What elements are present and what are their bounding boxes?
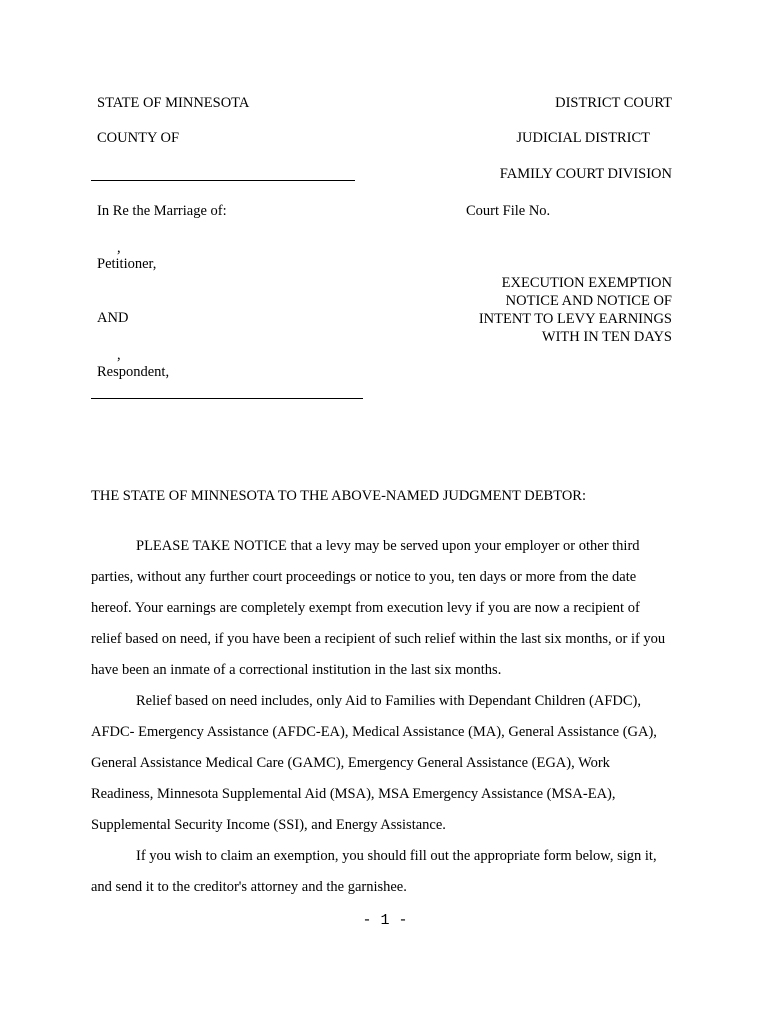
in-re-label: In Re the Marriage of:: [97, 203, 227, 219]
state-heading: STATE OF MINNESOTA: [97, 95, 250, 111]
document-title: [479, 274, 672, 346]
body-line: Supplemental Security Income (SSI), and Energy Assistance.: [91, 817, 446, 833]
court-file-label: Court File No.: [466, 203, 551, 219]
body-line: have been an inmate of a correctional institution in the last six months.: [91, 662, 502, 678]
family-court-division: FAMILY COURT DIVISION: [499, 166, 672, 182]
body-line: relief based on need, if you have been a recipient of such relief within the last six months, or if you: [91, 631, 666, 647]
title-line: INTENT TO LEVY EARNINGS: [478, 311, 672, 327]
title-line: WITH IN TEN DAYS: [541, 329, 672, 345]
judicial-district-label: JUDICIAL DISTRICT: [516, 130, 650, 146]
body-line: General Assistance Medical Care (GAMC), Emergency General Assistance (EGA), Work: [91, 755, 610, 771]
body-line: hereof. Your earnings are completely exempt from execution levy if you are now a recipient of: [91, 600, 640, 616]
page-number: - 1 -: [362, 912, 408, 929]
respondent-label: Respondent,: [97, 364, 170, 380]
and-label: AND: [97, 310, 129, 326]
county-label: COUNTY OF: [97, 130, 180, 146]
body-line: parties, without any further court proceedings or notice to you, ten days or more from the date: [91, 569, 637, 585]
respondent-comma: ,: [117, 347, 121, 363]
body-line: Readiness, Minnesota Supplemental Aid (MSA), MSA Emergency Assistance (MSA-EA),: [91, 786, 616, 802]
title-line: EXECUTION EXEMPTION: [501, 275, 672, 291]
petitioner-comma: ,: [117, 240, 121, 256]
body-line: Relief based on need includes, only Aid to Families with Dependant Children (AFDC),: [136, 693, 642, 709]
body-line: PLEASE TAKE NOTICE that a levy may be served upon your employer or other third: [136, 538, 640, 554]
caption-divider-bottom: [91, 398, 363, 399]
body-line: If you wish to claim an exemption, you should fill out the appropriate form below, sign it,: [136, 848, 657, 864]
body-line: AFDC- Emergency Assistance (AFDC-EA), Medical Assistance (MA), General Assistance (GA),: [91, 724, 657, 740]
caption-divider-top: [91, 180, 355, 181]
court-heading: DISTRICT COURT: [555, 95, 672, 111]
petitioner-label: Petitioner,: [97, 256, 157, 272]
addressee-heading: THE STATE OF MINNESOTA TO THE ABOVE-NAMED JUDGMENT DEBTOR:: [91, 488, 586, 504]
title-line: NOTICE AND NOTICE OF: [505, 293, 672, 309]
body-line: and send it to the creditor's attorney and the garnishee.: [91, 879, 407, 895]
